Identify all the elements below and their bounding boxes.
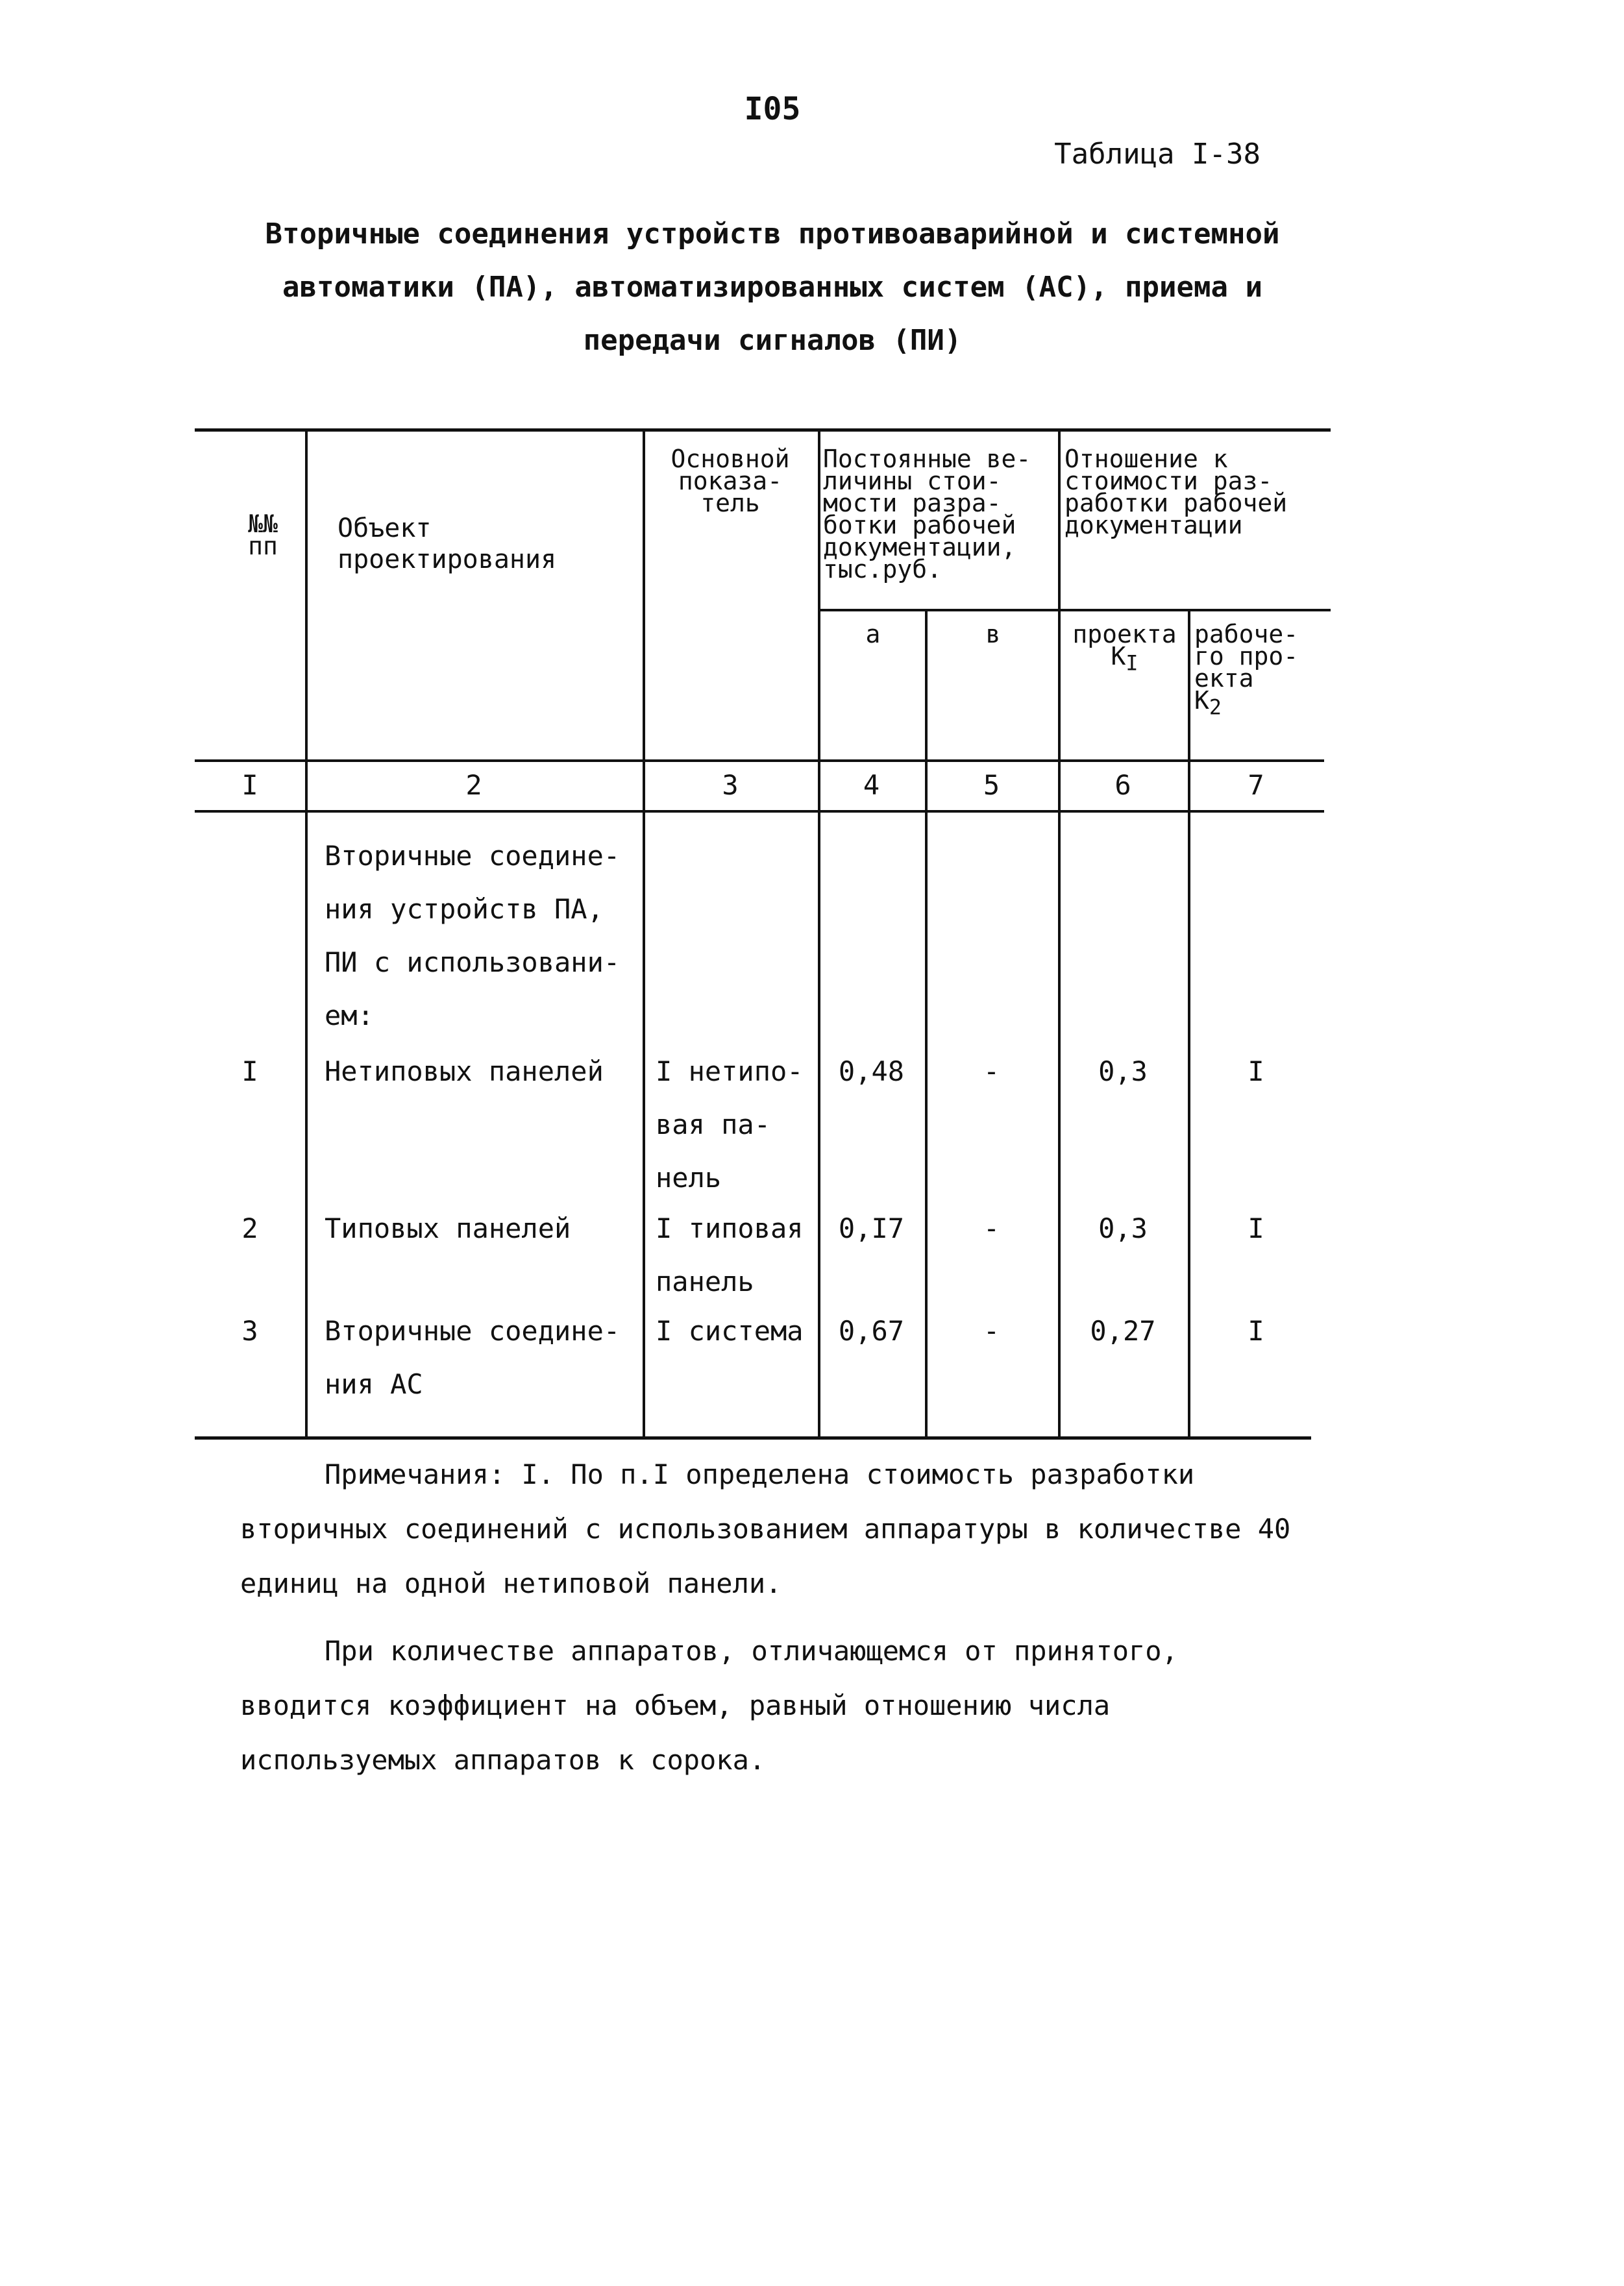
title-line-1: Вторичные соединения устройств противоаварийной и системной (265, 217, 1280, 251)
header-k1-sub: I (1126, 652, 1138, 676)
row-2-number: 2 (241, 1212, 258, 1244)
row-3-a: 0,67 (838, 1315, 905, 1347)
row-3-b: - (983, 1315, 1000, 1347)
header-col-k1 (1061, 620, 1188, 676)
header-number: №№ пп (248, 510, 278, 560)
row-2-b: - (983, 1212, 1000, 1244)
notes (240, 1447, 1311, 1801)
row-3-number: 3 (241, 1315, 258, 1347)
row-1-a: 0,48 (838, 1055, 905, 1087)
row-1-number: I (241, 1055, 258, 1087)
note-paragraph-2: При количестве аппаратов, отличающемся от принятого, вводится коэффициент на объем, равный отношению числа используемых аппаратов к сорока. (240, 1635, 1178, 1776)
col-divider-1 (305, 428, 308, 1438)
colnum-5: 5 (983, 769, 1000, 801)
row-1-b: - (983, 1055, 1000, 1087)
subheader-rule (818, 609, 1331, 611)
row-1-indicator: I нетипо- вая па- нель (656, 1055, 804, 1194)
colnum-3: 3 (722, 769, 739, 801)
row-2-a: 0,I7 (838, 1212, 905, 1244)
header-bottom-rule (195, 759, 1324, 762)
header-col-k2 (1194, 620, 1324, 720)
data-table (195, 428, 1331, 1441)
row-3-indicator: I система (656, 1315, 804, 1347)
title-line-2: автоматики (ПА), автоматизированных систем (АС), приема и (282, 271, 1262, 304)
row-2-indicator: I типовая панель (656, 1212, 804, 1297)
colnum-4: 4 (863, 769, 880, 801)
col-divider-3 (818, 428, 820, 1438)
table-bottom-rule (195, 1436, 1311, 1440)
group-title: Вторичные соедине- ния устройств ПА, ПИ с использовани- ем: (325, 840, 621, 1031)
row-2-object: Типовых панелей (325, 1212, 571, 1244)
col-divider-5 (1058, 428, 1061, 1438)
header-k2-sub: 2 (1209, 696, 1222, 720)
header-col-a: а (865, 620, 881, 648)
header-indicator: Основной показа- тель (671, 445, 790, 517)
colnum-6: 6 (1114, 769, 1131, 801)
row-3-k1: 0,27 (1090, 1315, 1156, 1347)
row-3-object: Вторичные соедине- ния АС (325, 1315, 621, 1400)
table-title (260, 208, 1285, 367)
header-ratio: Отношение к стоимости раз- работки рабочей документации (1064, 445, 1288, 539)
header-constants: Постоянные ве- личины стои- мости разра- ботки рабочей документации, тыс.руб. (823, 445, 1031, 584)
table-reference: Таблица I-38 (1054, 138, 1261, 171)
note-paragraph-1: Примечания: I. По п.I определена стоимость разработки вторичных соединений с использованием аппаратуры в количестве 40 единиц на одной нетиповой панели. (240, 1458, 1291, 1599)
colnum-2: 2 (465, 769, 482, 801)
row-3-k2: I (1248, 1315, 1264, 1347)
table-top-rule (195, 428, 1331, 432)
page-number: I05 (744, 91, 801, 127)
header-k2-text: рабоче- го про- екта К (1194, 620, 1299, 715)
row-1-object: Нетиповых панелей (325, 1055, 604, 1087)
row-1-k2: I (1248, 1055, 1264, 1087)
header-k1-text: проекта К (1072, 620, 1177, 670)
colnum-bottom-rule (195, 810, 1324, 813)
header-col-b: в (985, 620, 1001, 648)
header-object: Объект проектирования (338, 513, 557, 574)
row-2-k2: I (1248, 1212, 1264, 1244)
row-1-k1: 0,3 (1098, 1055, 1148, 1087)
title-line-3: передачи сигналов (ПИ) (583, 324, 962, 357)
col-divider-2 (643, 428, 645, 1438)
colnum-7: 7 (1248, 769, 1264, 801)
colnum-1: I (241, 769, 258, 801)
row-2-k1: 0,3 (1098, 1212, 1148, 1244)
